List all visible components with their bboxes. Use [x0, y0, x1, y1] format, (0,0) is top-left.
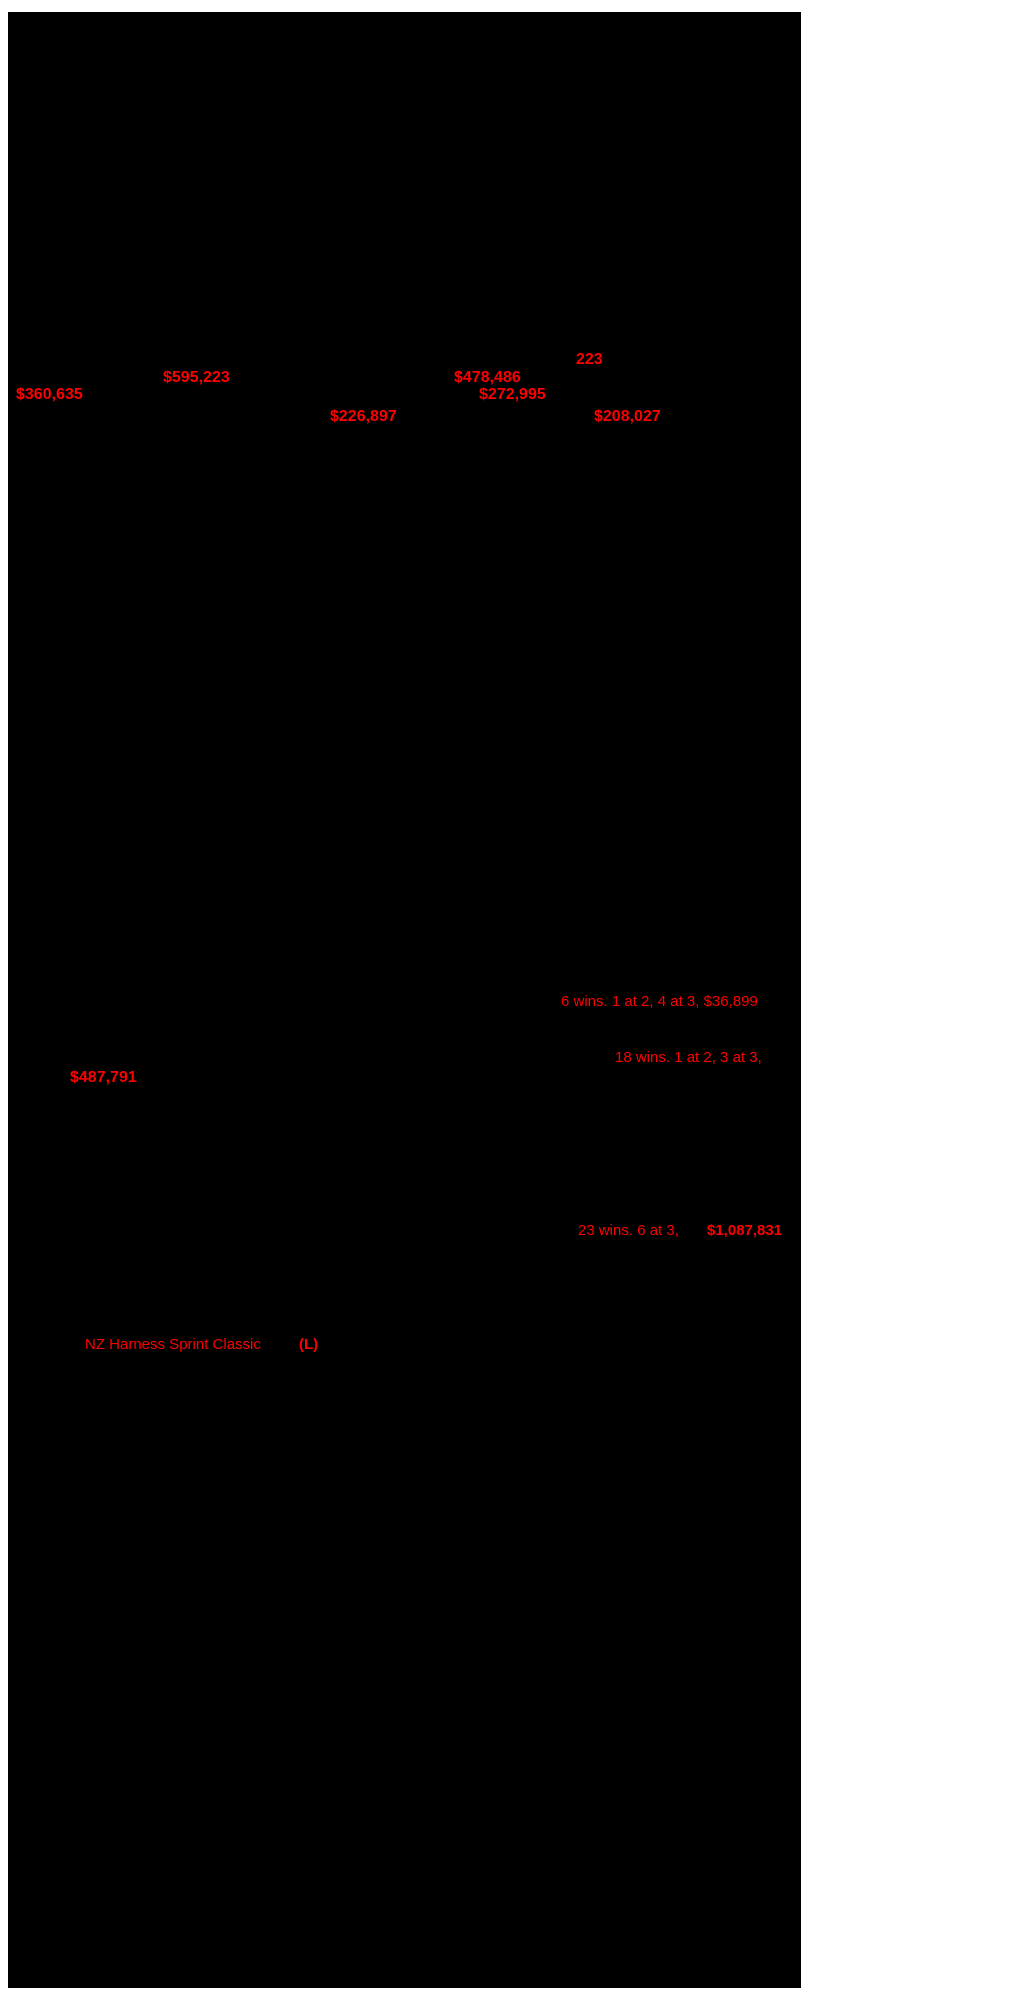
earnings-223: 223 [576, 351, 603, 368]
earnings-478486: $478,486 [454, 369, 521, 386]
earnings-272995: $272,995 [479, 386, 546, 403]
earnings-595223: $595,223 [163, 369, 230, 386]
document-page [8, 12, 801, 1988]
race-grade-l: (L) [299, 1336, 319, 1353]
earnings-1087831: $1,087,831 [707, 1222, 783, 1239]
earnings-360635: $360,635 [16, 386, 83, 403]
record-23wins: 23 wins. 6 at 3, [578, 1222, 679, 1239]
record-18wins: 18 wins. 1 at 2, 3 at 3, [615, 1049, 762, 1066]
earnings-226897: $226,897 [330, 408, 397, 425]
earnings-487791: $487,791 [70, 1069, 137, 1086]
record-36899: 6 wins. 1 at 2, 4 at 3, $36,899 [561, 993, 758, 1010]
earnings-208027: $208,027 [594, 408, 661, 425]
race-nz-harness-sprint-classic: NZ Harness Sprint Classic [85, 1336, 261, 1353]
